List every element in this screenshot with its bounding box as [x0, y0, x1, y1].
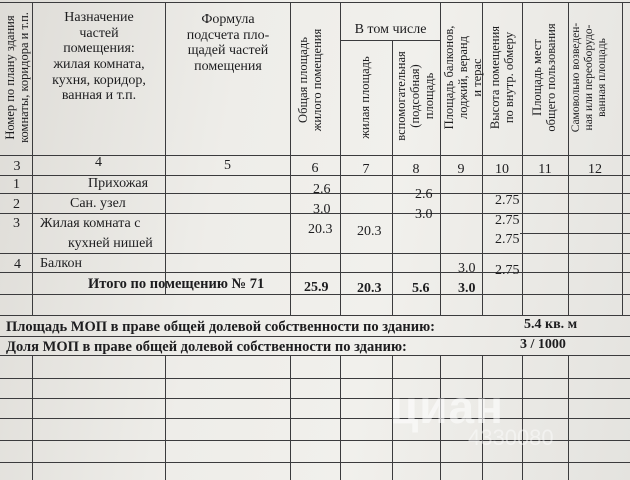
col-line-h [522, 2, 523, 315]
watermark-id: 4330080 [468, 425, 554, 450]
col-line-c [290, 2, 291, 315]
colnum-10: 10 [495, 162, 509, 177]
colnum-11: 11 [538, 162, 552, 177]
col-line-b [165, 2, 166, 294]
col-line-f [440, 2, 441, 315]
table-row-4-num: 4 [14, 257, 21, 272]
watermark-logo: циан [390, 381, 504, 433]
header-formula: Формула подсчета пло- щадей частей помещения [186, 12, 270, 75]
col-line-d [340, 2, 341, 315]
mop-area-value: 5.4 кв. м [524, 317, 578, 332]
col-line-j [622, 2, 623, 315]
colnum-9: 9 [457, 162, 465, 177]
rule-mop1 [0, 315, 630, 316]
rule-row4 [0, 272, 630, 273]
table-row-3-name: Жилая комната с [40, 216, 141, 231]
rule-empty2 [0, 398, 630, 399]
colnum-8: 8 [412, 162, 420, 177]
totals-label: Итого по помещению № 71 [88, 276, 265, 292]
table-row-2-num: 2 [13, 197, 20, 212]
colnum-7: 7 [362, 162, 370, 177]
header-aux-area: вспомогательная (подсобная) площадь [394, 51, 436, 141]
table-row-2-height: 2.75 [495, 213, 520, 228]
table-row-3-height: 2.75 [495, 232, 520, 247]
totals-living-area: 20.3 [357, 281, 382, 296]
grid-line-9 [568, 355, 569, 480]
header-room-number: Номер по плану здания комнаты, коридора и т.п. [3, 12, 31, 143]
rule-top [0, 2, 630, 3]
table-row-1-height: 2.75 [495, 193, 520, 208]
rule-subheader [340, 40, 440, 41]
header-in-total: В том числе [354, 22, 427, 37]
table-row-2-name: Сан. узел [70, 196, 126, 211]
col-line-e [392, 40, 393, 315]
totals-balcony-area: 3.0 [458, 281, 476, 296]
header-balcony-area: Площадь балконов, лоджий, веранд и терас [442, 25, 484, 130]
colnum-12: 12 [588, 162, 602, 177]
totals-total-area: 25.9 [304, 280, 329, 295]
header-unauthorized-area: Самовольно возведен- ная или переоборудо- ванная площадь [570, 22, 608, 133]
header-height: Высота помещения по внутр. обмеру [488, 25, 516, 130]
grid-line-8 [522, 355, 523, 480]
table-row-4-balcony: 3.0 [458, 261, 476, 276]
rule-row3a [520, 233, 630, 234]
grid-line-4 [340, 355, 341, 480]
table-row-3-name-2: кухней нишей [68, 236, 153, 251]
header-room-purpose: Назначение частей помещения: жилая комната, кухня, коридор, ванная и т.п. [52, 10, 146, 104]
table-row-1-name: Прихожая [88, 176, 149, 191]
colnum-4: 4 [95, 155, 102, 170]
table-row-2-aux: 3.0 [415, 207, 433, 222]
header-living-area: жилая площадь [358, 56, 372, 139]
rule-row3 [0, 253, 630, 254]
grid-line-2 [165, 355, 166, 480]
table-row-1-total: 2.6 [313, 182, 331, 197]
grid-line-3 [290, 355, 291, 480]
table-row-2-total: 3.0 [313, 202, 331, 217]
totals-aux-area: 5.6 [412, 281, 430, 296]
rule-empty5 [0, 462, 630, 463]
col-line-i [568, 2, 569, 315]
header-total-area: Общая площадь жилого помещения [296, 28, 324, 132]
table-row-3-num: 3 [13, 216, 20, 231]
table-row-1-aux: 2.6 [415, 187, 433, 202]
mop-share-label: Доля МОП в праве общей долевой собственности по зданию: [6, 339, 407, 355]
rule-empty3 [0, 418, 630, 419]
table-row-3-living: 20.3 [357, 224, 382, 239]
table-row-4-height: 2.75 [495, 263, 520, 278]
table-row-3-total: 20.3 [308, 222, 333, 237]
header-common-area: Площадь мест общего пользования [530, 23, 558, 132]
mop-area-label: Площадь МОП в праве общей долевой собственности по зданию: [6, 319, 436, 335]
table-row-1-num: 1 [13, 177, 20, 192]
colnum-3: 3 [13, 159, 21, 174]
table-row-4-name: Балкон [40, 256, 82, 271]
grid-line-1 [32, 355, 33, 480]
colnum-6: 6 [311, 161, 319, 176]
rule-empty1 [0, 378, 630, 379]
colnum-5: 5 [224, 158, 231, 173]
mop-share-value: 3 / 1000 [520, 337, 566, 352]
